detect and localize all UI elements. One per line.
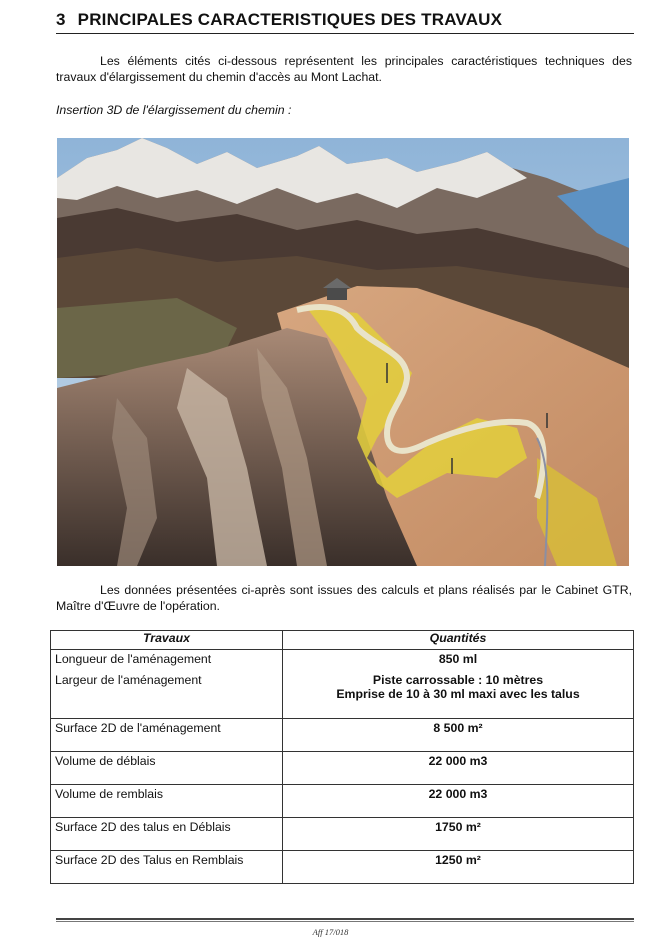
header-quantites: Quantités	[283, 631, 634, 650]
table-row	[51, 851, 634, 884]
row-value: 1750 m²	[283, 818, 634, 851]
table-row	[51, 752, 634, 785]
table-row	[51, 818, 634, 851]
row-value: 8 500 m²	[283, 719, 634, 752]
header-travaux: Travaux	[51, 631, 283, 650]
intro-paragraph: Les éléments cités ci-dessous représentent les principales caractéristiques techniques des travaux d'élargissement du chemin d'accès au Mont Lachat.	[56, 54, 632, 84]
row-label: Surface 2D de l'aménagement	[51, 719, 283, 752]
table-row	[51, 719, 634, 752]
row-value-line2: Emprise de 10 à 30 ml maxi avec les talus	[336, 686, 580, 701]
section-title: PRINCIPALES CARACTERISTIQUES DES TRAVAUX	[77, 10, 503, 29]
specifications-table	[50, 630, 634, 884]
row-value: 22 000 m3	[283, 752, 634, 785]
row-label: Surface 2D des talus en Déblais	[51, 818, 283, 851]
row-label	[51, 667, 283, 719]
source-paragraph: Les données présentées ci-après sont issues des calculs et plans réalisés par le Cabinet GTR, Maître d'Œuvre de l'opération.	[56, 583, 632, 613]
section-heading	[56, 10, 634, 34]
table-row	[51, 667, 634, 719]
row-label-text: Largeur de l'aménagement	[55, 672, 202, 687]
row-value: 22 000 m3	[283, 785, 634, 818]
table-row	[51, 650, 634, 667]
row-value: 850 ml	[283, 650, 634, 667]
row-value-line1: Piste carrossable : 10 mètres	[372, 672, 544, 687]
row-value: 1250 m²	[283, 851, 634, 884]
figure-caption: Insertion 3D de l'élargissement du chemin :	[56, 103, 292, 117]
section-number: 3	[56, 10, 66, 29]
row-label: Longueur de l'aménagement	[51, 650, 283, 667]
row-label: Volume de remblais	[51, 785, 283, 818]
mountain-3d-render	[57, 138, 629, 566]
row-label: Volume de déblais	[51, 752, 283, 785]
table-header-row	[51, 631, 634, 650]
row-label: Surface 2D des Talus en Remblais	[51, 851, 283, 884]
footer-reference: Aff 17/018	[312, 927, 349, 937]
footer-rule	[56, 918, 634, 920]
table-row	[51, 785, 634, 818]
row-value	[283, 667, 634, 719]
footer-rule-thin	[56, 921, 634, 922]
